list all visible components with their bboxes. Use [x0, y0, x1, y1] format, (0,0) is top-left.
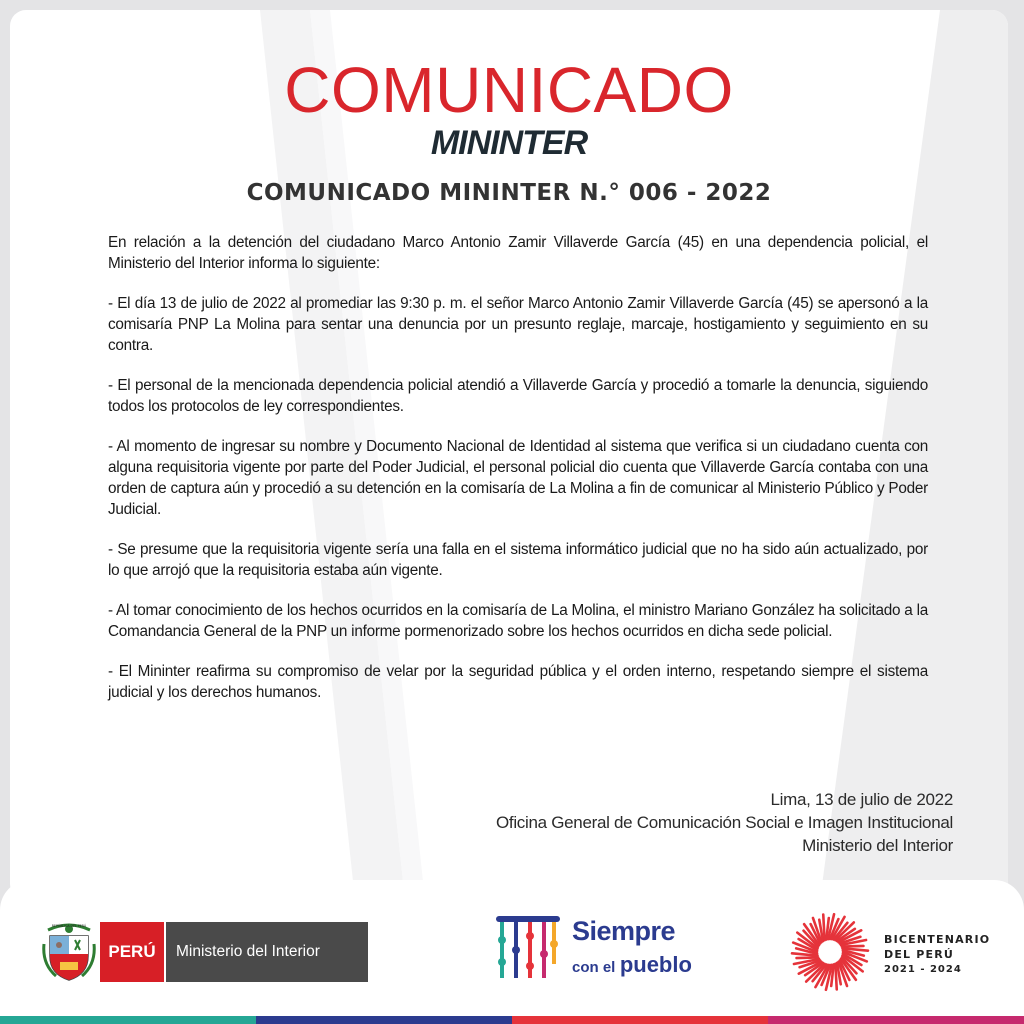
- bicentenario-text: [884, 932, 990, 977]
- communique-body: [108, 232, 928, 722]
- signature-office: Oficina General de Comunicación Social e Imagen Institucional: [495, 813, 953, 832]
- knot-strings-icon: [492, 914, 564, 984]
- signature-ministry: Ministerio del Interior: [802, 836, 953, 855]
- slogan-line-2: [572, 954, 692, 976]
- body-paragraph: - Se presume que la requisitoria vigente sería una falla en el sistema informático judicial que no ha sido aún actualizado, por lo que arrojó que la requisitoria estaba aún vigente.: [108, 541, 928, 579]
- page-title: COMUNICADO: [284, 54, 734, 126]
- body-paragraph: En relación a la detención del ciudadano Marco Antonio Zamir Villaverde García (45) en una dependencia policial, el Ministerio del Interior informa lo siguiente:: [108, 234, 928, 272]
- communique-card: [10, 10, 1008, 900]
- signature-place-date: Lima, 13 de julio de 2022: [770, 790, 953, 809]
- footer: [0, 880, 1024, 1024]
- slogan-line-2-small: con el: [572, 959, 616, 976]
- body-paragraph: - El Mininter reafirma su compromiso de velar por la seguridad pública y el orden interno, respetando siempre el sistema judicial y los derechos humanos.: [108, 663, 928, 701]
- bicentenario-sun-icon: [790, 912, 870, 992]
- slogan-line-1: Siempre: [572, 916, 676, 946]
- bicentenario-line-2: DEL PERÚ: [884, 948, 955, 961]
- communique-heading: COMUNICADO MININTER N.° 006 - 2022: [246, 180, 772, 206]
- coat-of-arms-icon: [42, 920, 96, 984]
- shield-text: REPÚBLICA DEL PERÚ: [51, 924, 87, 928]
- ministry-label: Ministerio del Interior: [166, 922, 368, 982]
- bicentenario-years: 2021 - 2024: [884, 964, 962, 975]
- page-subtitle: MININTER: [430, 124, 588, 162]
- siempre-con-el-pueblo-logo: [492, 910, 702, 986]
- signature-block: [496, 788, 953, 857]
- peru-label: PERÚ: [100, 922, 164, 982]
- color-stripe: [0, 1016, 1024, 1024]
- body-paragraph: - El día 13 de julio de 2022 al promediar las 9:30 p. m. el señor Marco Antonio Zamir Villaverde García (45) se apersonó a la comisaría PNP La Molina para sentar una denuncia por un presunto reglaje, marcaje, hostigamiento y seguimiento en su contra.: [108, 295, 928, 354]
- bicentenario-line-1: BICENTENARIO: [884, 933, 991, 946]
- body-paragraph: - Al momento de ingresar su nombre y Documento Nacional de Identidad al sistema que verifica si un ciudadano cuenta con alguna requisitoria vigente por parte del Poder Judicial, el personal policial dio cuenta que Villaverde García contaba con una orden de captura aún y procedió a su detención en la comisaría de La Molina a fin de comunicar al Ministerio Público y Poder Judicial.: [108, 438, 928, 518]
- body-paragraph: - Al tomar conocimiento de los hechos ocurridos en la comisaría de La Molina, el ministro Mariano González ha solicitado a la Comandancia General de la PNP un informe pormenorizado sobre los hechos ocurridos en dicha sede policial.: [108, 602, 928, 640]
- slogan-line-2-big: pueblo: [619, 952, 692, 977]
- body-paragraph: - El personal de la mencionada dependencia policial atendió a Villaverde García y procedió a tomarle la denuncia, siguiendo todos los protocolos de ley correspondientes.: [108, 377, 928, 415]
- bicentenario-logo: [790, 910, 990, 994]
